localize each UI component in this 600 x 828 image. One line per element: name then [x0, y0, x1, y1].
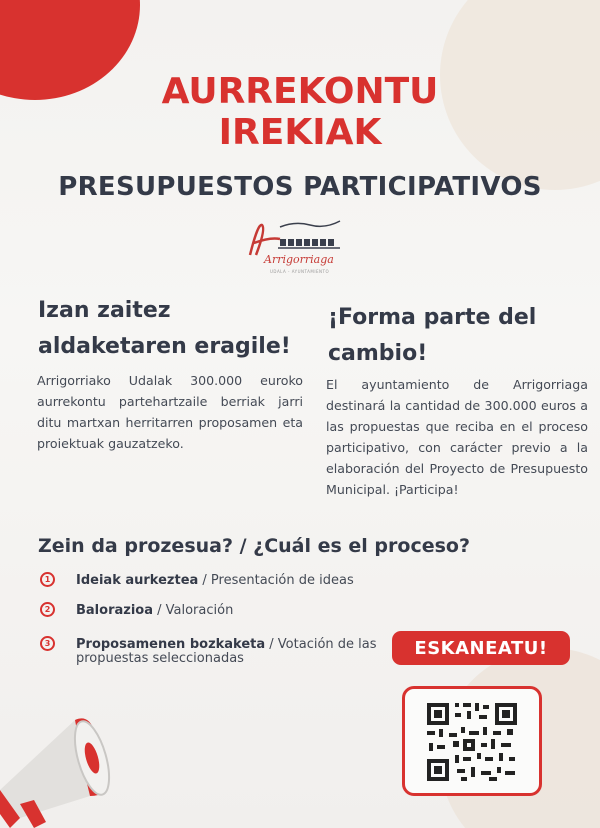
right-heading-line-1: ¡Forma parte del: [328, 305, 537, 330]
step-text: [76, 604, 233, 618]
step-text: [76, 638, 396, 666]
step-number-icon: 1: [40, 572, 55, 587]
right-body: El ayuntamiento de Arrigorriaga destinará la cantidad de 300.000 euros a las propuestas que reciba en el proceso participativo, con carácter previo a la elaboración del Proyecto de Presupuesto Municipal. ¡Participa!: [326, 377, 588, 497]
step-eu-label: Ideiak aurkeztea: [76, 573, 199, 588]
step-es-label: / Presentación de ideas: [198, 573, 354, 588]
step-eu-label: Proposamenen bozkaketa: [76, 637, 266, 652]
logo-tagline: UDALA - AYUNTAMIENTO: [270, 269, 330, 274]
arrigorriaga-logo: [240, 215, 360, 280]
step-es-label: / Valoración: [152, 603, 234, 618]
step-text: [76, 574, 354, 588]
step-number-icon: 2: [40, 602, 55, 617]
step-es-label: / Votación de las propuestas seleccionadas: [76, 637, 377, 666]
right-heading-line-2: cambio!: [328, 341, 428, 366]
right-heading: [328, 300, 588, 372]
left-body: Arrigorriako Udalak 300.000 euroko aurrekontu partehartzaile berriak jarri ditu martxan herritarren proposamen eta proiektuak gauzatzeko.: [37, 373, 303, 451]
left-heading: [38, 293, 308, 365]
step-number-icon: 3: [40, 636, 55, 651]
left-heading-line-2: aldaketaren eragile!: [38, 334, 291, 359]
title-line-1: AURREKONTU: [161, 71, 439, 112]
title-line-2: IREKIAK: [218, 112, 382, 153]
qr-code-frame[interactable]: [402, 686, 542, 796]
scan-button[interactable]: ESKANEATU!: [392, 631, 570, 665]
qr-code-icon: [423, 699, 521, 785]
megaphone-icon: [0, 700, 140, 828]
subtitle: PRESUPUESTOS PARTICIPATIVOS: [58, 172, 542, 202]
logo-name: Arrigorriaga: [264, 253, 334, 266]
left-heading-line-1: Izan zaitez: [38, 298, 171, 323]
process-title: Zein da prozesua? / ¿Cuál es el proceso?: [38, 535, 470, 557]
step-eu-label: Balorazioa: [76, 603, 153, 618]
